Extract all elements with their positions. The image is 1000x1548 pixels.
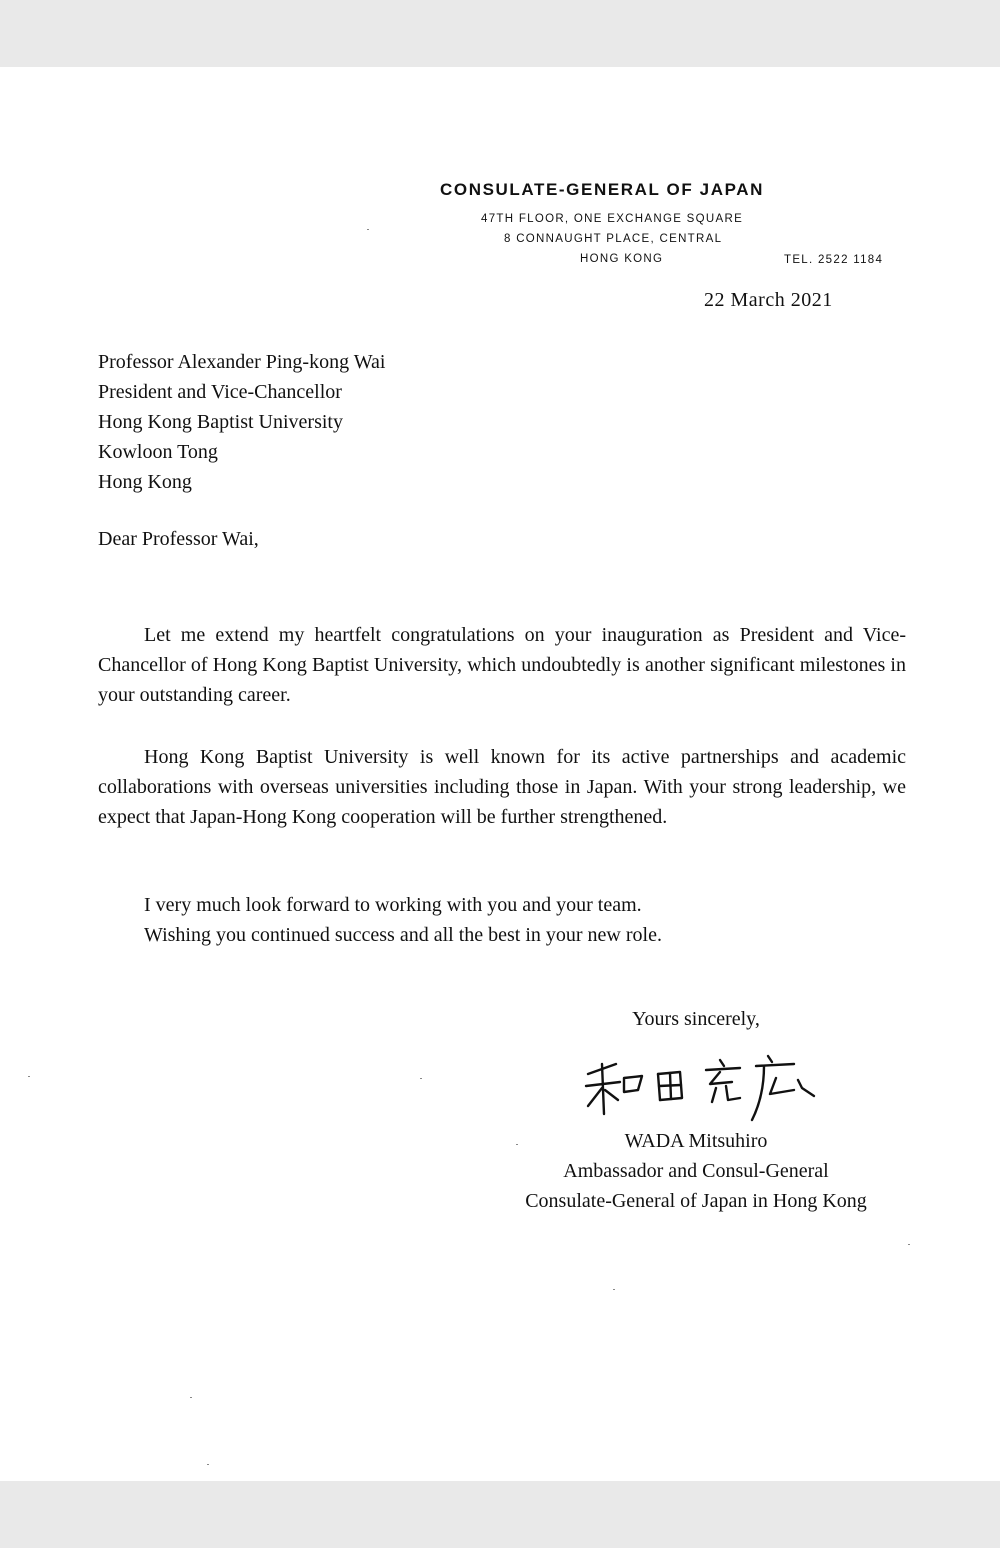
- recipient-city: Hong Kong: [98, 471, 192, 493]
- letterhead-address-line1: 47TH FLOOR, ONE EXCHANGE SQUARE: [481, 213, 744, 225]
- body-paragraph-2: Hong Kong Baptist University is well known for its active partnerships and academic collaborations with overseas universities including those in Japan. With your strong leadership, we expect that Japan-Hong Kong cooperation will be further strengthened.: [98, 746, 906, 828]
- valediction: Yours sincerely,: [632, 1008, 760, 1030]
- signatory-name: WADA Mitsuhiro: [624, 1130, 768, 1152]
- letterhead-address-line2: 8 CONNAUGHT PLACE, CENTRAL: [504, 233, 723, 245]
- recipient-institution: Hong Kong Baptist University: [98, 411, 343, 433]
- scan-speck: [613, 1289, 615, 1290]
- recipient-district: Kowloon Tong: [98, 441, 218, 463]
- scan-speck: [207, 1464, 209, 1465]
- letter-date: 22 March 2021: [704, 289, 833, 311]
- recipient-name: Professor Alexander Ping-kong Wai: [98, 351, 386, 373]
- closing-line-1: I very much look forward to working with you and your team.: [144, 894, 642, 916]
- scan-speck: [908, 1244, 910, 1245]
- signatory-org: Consulate-General of Japan in Hong Kong: [525, 1190, 867, 1212]
- scan-speck: [516, 1144, 518, 1145]
- signatory-title: Ambassador and Consul-General: [563, 1160, 829, 1182]
- letterhead-tel: TEL. 2522 1184: [784, 254, 884, 266]
- recipient-address: [98, 347, 385, 497]
- letterhead-org: CONSULATE-GENERAL OF JAPAN: [440, 180, 765, 199]
- body-paragraph-1: Let me extend my heartfelt congratulations on your inauguration as President and Vice-Chancellor of Hong Kong Baptist University, which undoubtedly is another significant milestones in your outstanding career.: [98, 624, 906, 706]
- scan-speck: [190, 1397, 192, 1398]
- letterhead-city: HONG KONG: [580, 253, 664, 265]
- handwritten-signature: [580, 1052, 830, 1122]
- salutation: Dear Professor Wai,: [98, 528, 259, 550]
- letter-page: [0, 67, 1000, 1481]
- closing-line-2: Wishing you continued success and all the best in your new role.: [144, 924, 662, 946]
- scan-speck: [420, 1078, 422, 1079]
- scan-speck: [28, 1076, 30, 1077]
- recipient-title: President and Vice-Chancellor: [98, 381, 342, 403]
- scan-speck: [367, 229, 369, 230]
